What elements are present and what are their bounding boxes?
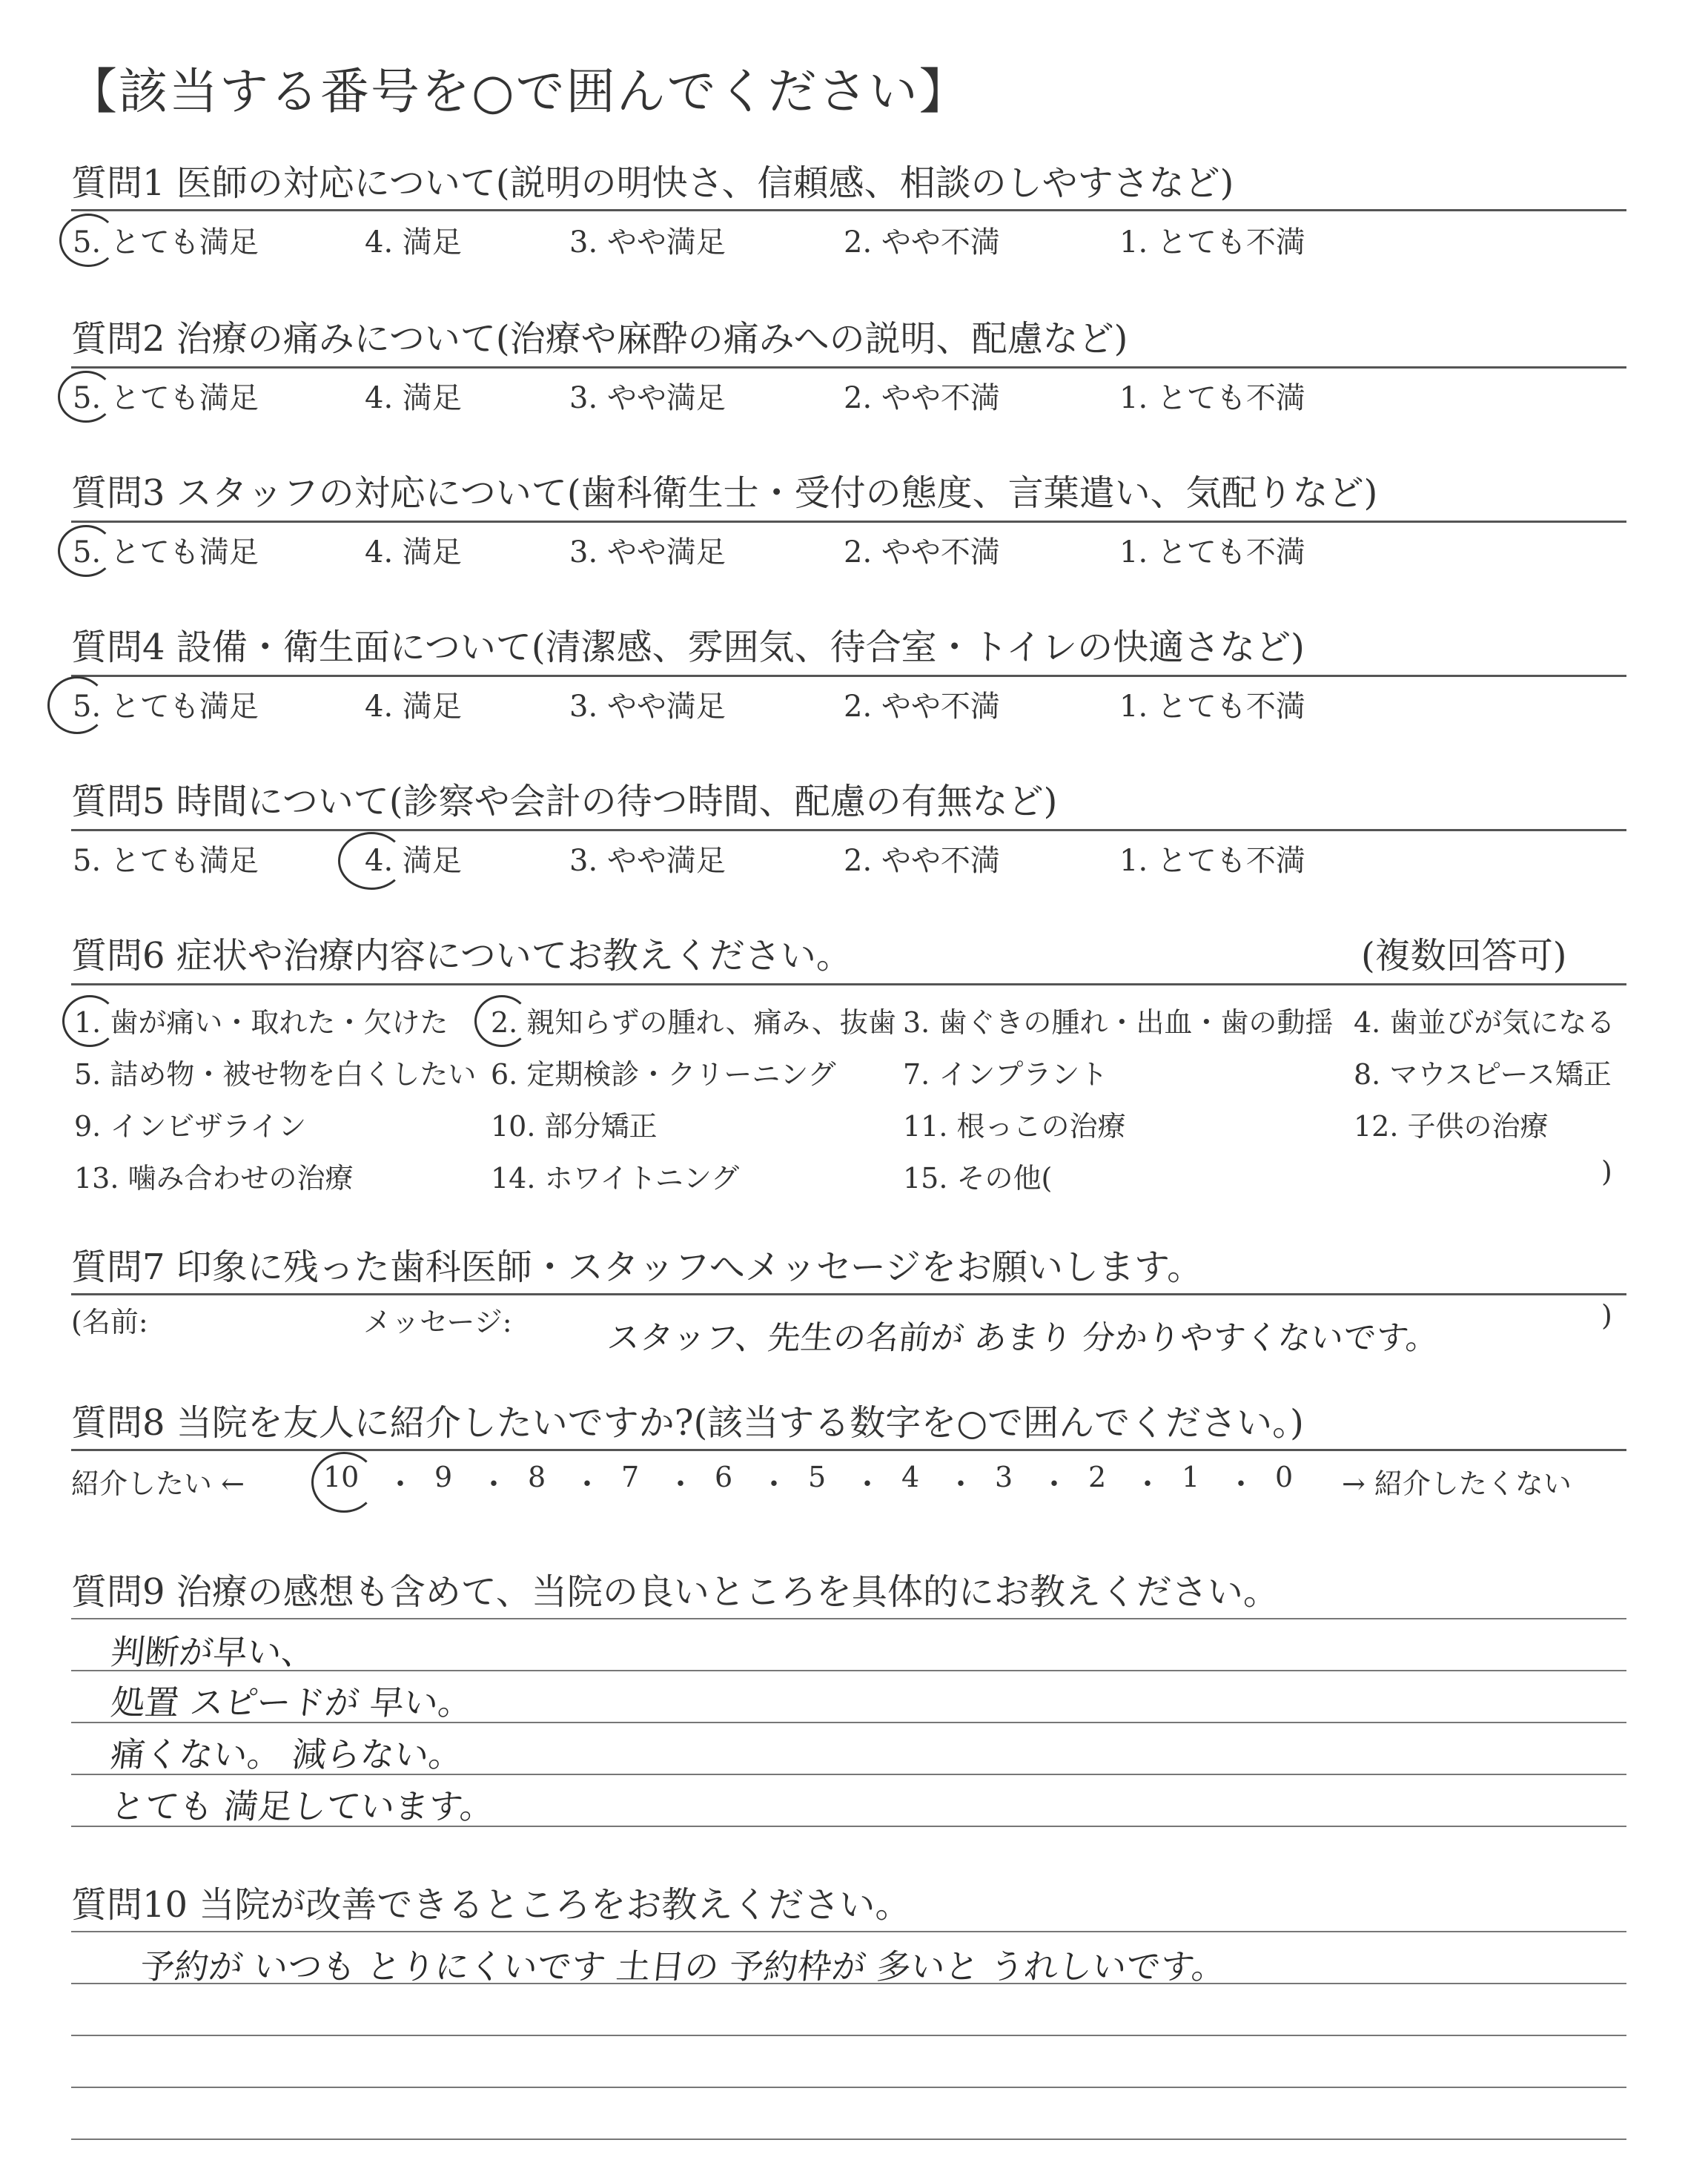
q3-option-3[interactable]: 3. やや満足: [569, 535, 726, 569]
q1-option-2[interactable]: 2. やや不満: [844, 225, 1000, 260]
q8-dot: ・: [759, 1467, 789, 1502]
q2-option-3[interactable]: 3. やや満足: [569, 381, 726, 415]
q4-option-2[interactable]: 2. やや不満: [844, 690, 1000, 724]
q8-right-label: → 紹介したくない: [1342, 1467, 1572, 1500]
q3-answer-circle: [58, 525, 114, 577]
question-4-title: 質問4 設備・衛生面について(清潔感、雰囲気、待合室・トイレの快適さなど): [71, 627, 1305, 668]
question-6-note: (複数回答可): [1361, 935, 1567, 977]
q3-option-2[interactable]: 2. やや不満: [844, 535, 1000, 569]
q7-message-label: メッセージ:: [363, 1306, 512, 1338]
question-10-title: 質問10 当院が改善できるところをお教えください。: [71, 1884, 911, 1926]
q1-answer-circle: [59, 214, 117, 267]
q6-option-1[interactable]: 1. 歯が痛い・取れた・欠けた: [74, 1006, 448, 1039]
question-1-title: 質問1 医師の対応について(説明の明快さ、信頼感、相談のしやすさなど): [71, 162, 1234, 204]
q9-answer-line-4[interactable]: とても 満足しています。: [108, 1786, 497, 1826]
q6-answer-circle-2: [474, 995, 529, 1047]
q6-option-13[interactable]: 13. 噛み合わせの治療: [74, 1162, 354, 1195]
q8-scale-8[interactable]: 8: [528, 1461, 546, 1493]
page-heading: 【該当する番号を○で囲んでください】: [68, 63, 970, 120]
q7-name-label: (名前:: [71, 1306, 148, 1338]
q6-option-6[interactable]: 6. 定期検診・クリーニング: [491, 1058, 836, 1091]
question-8-title: 質問8 当院を友人に紹介したいですか?(該当する数字を○で囲んでください。): [71, 1402, 1304, 1444]
question-7-rule: [71, 1293, 1626, 1295]
q9-answer-line-2[interactable]: 処置 スピードが 早い。: [108, 1682, 474, 1723]
q1-option-5[interactable]: 5. とても満足: [73, 225, 259, 260]
q2-option-2[interactable]: 2. やや不満: [844, 381, 1000, 415]
q3-option-4[interactable]: 4. 満足: [365, 535, 462, 569]
question-3-rule: [71, 521, 1626, 523]
q9-answer-line-3[interactable]: 痛くない。 減らない。: [108, 1734, 466, 1774]
q4-option-3[interactable]: 3. やや満足: [569, 690, 726, 724]
q6-option-4[interactable]: 4. 歯並びが気になる: [1354, 1006, 1615, 1039]
q8-dot: ・: [572, 1467, 602, 1502]
q9-answer-line-1[interactable]: 判断が早い、: [108, 1632, 318, 1672]
question-5-rule: [71, 829, 1626, 831]
q2-option-4[interactable]: 4. 満足: [365, 381, 462, 415]
q4-option-5[interactable]: 5. とても満足: [73, 690, 259, 724]
q2-option-5[interactable]: 5. とても満足: [73, 381, 259, 415]
q6-answer-circle-1: [62, 995, 117, 1047]
question-1-rule: [71, 209, 1626, 211]
q6-option-15[interactable]: 15. その他(: [903, 1162, 1053, 1195]
q8-dot: ・: [666, 1467, 695, 1502]
q4-answer-circle: [47, 676, 107, 734]
question-6-rule: [71, 983, 1626, 985]
q6-option-12[interactable]: 12. 子供の治療: [1354, 1110, 1549, 1143]
q1-option-1[interactable]: 1. とても不満: [1119, 225, 1305, 260]
question-3-title: 質問3 スタッフの対応について(歯科衛生士・受付の態度、言葉遣い、気配りなど): [71, 472, 1378, 514]
q8-scale-3[interactable]: 3: [995, 1461, 1013, 1493]
question-7-title: 質問7 印象に残った歯科医師・スタッフへメッセージをお願いします。: [71, 1246, 1203, 1288]
q4-option-4[interactable]: 4. 満足: [365, 690, 462, 724]
q6-option-14[interactable]: 14. ホワイトニング: [491, 1162, 740, 1195]
q8-scale-0[interactable]: 0: [1275, 1461, 1294, 1493]
q1-option-3[interactable]: 3. やや満足: [569, 225, 726, 260]
q2-option-1[interactable]: 1. とても不満: [1119, 381, 1305, 415]
question-2-title: 質問2 治療の痛みについて(治療や麻酔の痛みへの説明、配慮など): [71, 318, 1128, 360]
q8-scale-5[interactable]: 5: [808, 1461, 827, 1493]
q8-left-label: 紹介したい ←: [71, 1467, 245, 1500]
q7-message-text[interactable]: スタッフ、先生の名前が あまり 分かりやすくないです。: [605, 1319, 1441, 1357]
q8-answer-circle: [311, 1452, 377, 1513]
q10-line-rule: [71, 2138, 1626, 2140]
q5-option-4[interactable]: 4. 満足: [365, 844, 462, 878]
q6-option-9[interactable]: 9. インビザライン: [74, 1110, 307, 1143]
q10-line-rule: [71, 1931, 1626, 1932]
q6-option-5[interactable]: 5. 詰め物・被せ物を白くしたい: [74, 1058, 477, 1091]
q6-option-2[interactable]: 2. 親知らずの腫れ、痛み、抜歯: [491, 1006, 896, 1039]
q1-option-4[interactable]: 4. 満足: [365, 225, 462, 260]
q4-option-1[interactable]: 1. とても不満: [1119, 690, 1305, 724]
q8-scale-1[interactable]: 1: [1182, 1461, 1200, 1493]
q6-option-10[interactable]: 10. 部分矯正: [491, 1110, 658, 1143]
q6-option-11[interactable]: 11. 根っこの治療: [903, 1110, 1126, 1143]
q5-option-1[interactable]: 1. とても不満: [1119, 844, 1305, 878]
question-9-title: 質問9 治療の感想も含めて、当院の良いところを具体的にお教えください。: [71, 1571, 1279, 1613]
q8-dot: ・: [1226, 1467, 1256, 1502]
q5-answer-circle: [338, 832, 405, 890]
q8-scale-9[interactable]: 9: [434, 1461, 453, 1493]
q8-dot: ・: [385, 1467, 415, 1502]
q8-dot: ・: [853, 1467, 882, 1502]
question-4-rule: [71, 675, 1626, 677]
question-5-title: 質問5 時間について(診察や会計の待つ時間、配慮の有無など): [71, 781, 1058, 822]
q8-dot: ・: [1133, 1467, 1162, 1502]
q8-dot: ・: [479, 1467, 509, 1502]
q6-option-7[interactable]: 7. インプラント: [903, 1058, 1108, 1091]
question-8-rule: [71, 1449, 1626, 1451]
q8-scale-7[interactable]: 7: [621, 1461, 640, 1493]
q3-option-5[interactable]: 5. とても満足: [73, 535, 259, 569]
q8-scale-2[interactable]: 2: [1088, 1461, 1107, 1493]
q6-option-8[interactable]: 8. マウスピース矯正: [1354, 1058, 1612, 1091]
q10-answer-line-1[interactable]: 予約が いつも とりにくいです 土日の 予約枠が 多いと うれしいです。: [138, 1946, 1228, 1986]
q9-line-rule: [71, 1618, 1626, 1619]
q8-dot: ・: [946, 1467, 976, 1502]
q5-option-2[interactable]: 2. やや不満: [844, 844, 1000, 878]
q6-option-3[interactable]: 3. 歯ぐきの腫れ・出血・歯の動揺: [903, 1006, 1334, 1039]
q8-dot: ・: [1039, 1467, 1069, 1502]
q8-scale-4[interactable]: 4: [901, 1461, 920, 1493]
q10-line-rule: [71, 2087, 1626, 2088]
q10-line-rule: [71, 2035, 1626, 2036]
q7-close-paren: ): [1601, 1299, 1612, 1332]
q2-answer-circle: [58, 371, 114, 423]
question-2-rule: [71, 366, 1626, 369]
q8-scale-6[interactable]: 6: [715, 1461, 733, 1493]
q3-option-1[interactable]: 1. とても不満: [1119, 535, 1305, 569]
q5-option-5[interactable]: 5. とても満足: [73, 844, 259, 878]
q5-option-3[interactable]: 3. やや満足: [569, 844, 726, 878]
question-6-title: 質問6 症状や治療内容についてお教えください。: [71, 935, 852, 977]
q8-scale-10[interactable]: 10: [323, 1461, 360, 1493]
q6-other-close-paren: ): [1601, 1155, 1612, 1188]
